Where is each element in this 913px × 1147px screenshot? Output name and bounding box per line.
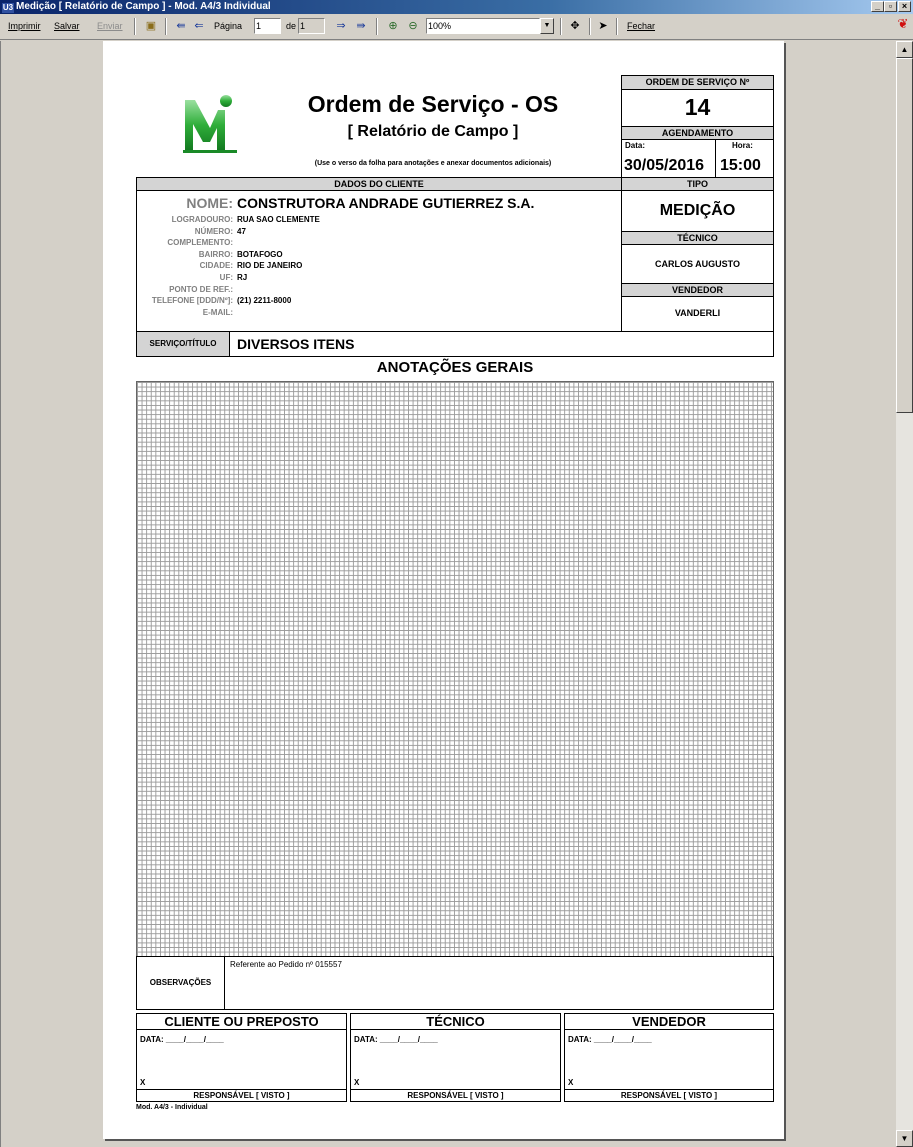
zoom-out-icon[interactable]: ⊖	[408, 20, 418, 32]
document-note: (Use o verso da folha para anotações e anexar documentos adicionais)	[314, 160, 552, 167]
technician-name: CARLOS AUGUSTO	[654, 259, 740, 269]
signature-x-mark: X	[140, 1078, 146, 1087]
toolbar	[0, 14, 913, 40]
time-label: Hora:	[732, 141, 753, 150]
chevron-down-icon[interactable]: ▼	[540, 18, 554, 34]
client-field-label-cell	[137, 250, 233, 261]
os-number-header: ORDEM DE SERVIÇO Nº	[622, 76, 773, 90]
page-total-field: 1	[298, 18, 325, 34]
send-button[interactable]: Enviar	[97, 21, 123, 31]
save-button[interactable]: Salvar	[54, 21, 80, 31]
os-number-box	[621, 75, 774, 127]
close-button[interactable]: Fechar	[627, 21, 656, 31]
client-field-label-cell	[137, 273, 233, 284]
report-page	[103, 41, 784, 1139]
technician-header: TÉCNICO	[622, 231, 773, 245]
signature-title: VENDEDOR	[565, 1014, 773, 1030]
service-type: MEDIÇÃO	[659, 202, 736, 219]
signature-footer: RESPONSÁVEL [ VISTO ]	[565, 1089, 773, 1101]
service-title-label: SERVIÇO/TÍTULO	[137, 332, 230, 356]
scroll-up-icon[interactable]: ▲	[896, 41, 913, 58]
signature-date-line: DATA: ____/____/____	[354, 1035, 438, 1044]
client-field-label-cell	[137, 238, 233, 249]
document-title: Ordem de Serviço - OS	[307, 91, 559, 117]
zoom-select[interactable]: 100%	[426, 18, 540, 34]
toolbar-separator	[616, 18, 618, 35]
window-title: Medição [ Relatório de Campo ] - Mod. A4/3 Individual	[16, 1, 271, 12]
signature-title: TÉCNICO	[351, 1014, 560, 1030]
document-subtitle: [ Relatório de Campo ]	[347, 123, 519, 140]
client-field-value: BOTAFOGO	[237, 249, 283, 259]
general-notes-title: ANOTAÇÕES GERAIS	[376, 359, 534, 376]
last-page-icon[interactable]: ⇛	[356, 20, 366, 32]
zoom-in-icon[interactable]: ⊕	[388, 20, 398, 32]
signature-title: CLIENTE OU PREPOSTO	[137, 1014, 346, 1030]
toolbar-separator	[134, 18, 136, 35]
minimize-button[interactable]: _	[871, 1, 884, 12]
schedule-header: AGENDAMENTO	[622, 127, 773, 140]
window-title-bar	[0, 0, 913, 14]
signature-x-mark: X	[354, 1078, 360, 1087]
of-label: de	[286, 21, 297, 31]
client-name-label-cell	[137, 195, 233, 211]
client-name: CONSTRUTORA ANDRADE GUTIERREZ S.A.	[237, 195, 535, 211]
client-field-label: BAIRRO:	[198, 249, 233, 259]
scrollbar-thumb[interactable]	[896, 58, 913, 413]
first-page-icon[interactable]: ⇚	[176, 20, 186, 32]
seller-name: VANDERLI	[674, 308, 721, 318]
schedule-time: 15:00	[720, 157, 761, 174]
assignment-box	[621, 177, 774, 332]
pointer-tool-icon[interactable]: ➤	[598, 20, 608, 32]
signature-client-box	[136, 1013, 347, 1102]
client-field-value: RJ	[237, 273, 248, 282]
client-field-label-cell	[137, 227, 233, 238]
signature-footer: RESPONSÁVEL [ VISTO ]	[351, 1089, 560, 1101]
client-field-label-cell	[137, 285, 233, 296]
company-logo-icon	[183, 94, 237, 154]
app-icon: U3	[2, 3, 14, 12]
client-data-header: DADOS DO CLIENTE	[137, 178, 621, 191]
notes-grid[interactable]	[136, 381, 774, 957]
client-field-label: COMPLEMENTO:	[167, 238, 233, 248]
client-data-box	[136, 177, 622, 332]
client-field-value: (21) 2211-8000	[237, 296, 292, 306]
client-field-value: RUA SAO CLEMENTE	[237, 215, 320, 224]
client-field-label: NÚMERO:	[194, 226, 233, 236]
client-field-label: UF:	[219, 273, 233, 282]
seller-header: VENDEDOR	[622, 283, 773, 297]
client-field-label-cell	[137, 215, 233, 226]
schedule-date: 30/05/2016	[624, 157, 705, 174]
client-field-label-cell	[137, 308, 233, 319]
signature-date-line: DATA: ____/____/____	[140, 1035, 224, 1044]
service-title-value: DIVERSOS ITENS	[237, 336, 355, 352]
schedule-time-cell	[716, 140, 773, 177]
schedule-box	[621, 126, 774, 178]
toolbar-separator	[376, 18, 378, 35]
observations-text: Referente ao Pedido nº 015557	[230, 960, 342, 969]
schedule-date-cell	[622, 140, 716, 177]
toolbar-separator	[589, 18, 591, 35]
observations-box	[136, 956, 774, 1010]
client-field-label: PONTO DE REF.:	[169, 284, 233, 294]
client-field-label-cell	[137, 296, 233, 307]
date-label: Data:	[625, 141, 646, 150]
print-button[interactable]: Imprimir	[8, 21, 41, 31]
client-field-label: CIDADE:	[199, 261, 233, 271]
pan-tool-icon[interactable]: ✥	[570, 20, 580, 32]
brand-logo-icon: ❦	[897, 16, 909, 31]
previous-page-icon[interactable]: ⇐	[194, 20, 204, 32]
toolbar-separator	[165, 18, 167, 35]
service-title-box	[136, 331, 774, 357]
type-header: TIPO	[622, 178, 773, 191]
maximize-button[interactable]: ▫	[884, 1, 897, 12]
vertical-scrollbar[interactable]	[896, 41, 913, 1147]
signature-technician-box	[350, 1013, 561, 1102]
scroll-down-icon[interactable]: ▼	[896, 1130, 913, 1147]
signature-date-line: DATA: ____/____/____	[568, 1035, 652, 1044]
observations-label: OBSERVAÇÕES	[137, 957, 225, 1009]
export-icon[interactable]: ▣	[145, 20, 157, 32]
page-number-input[interactable]: 1	[254, 18, 281, 34]
footer-model: Mod. A4/3 - Individual	[136, 1104, 208, 1111]
next-page-icon[interactable]: ⇒	[336, 20, 346, 32]
client-field-label-cell	[137, 261, 233, 272]
signature-seller-box	[564, 1013, 774, 1102]
os-number: 14	[684, 94, 711, 120]
page-label: Página	[214, 21, 243, 31]
client-field-label: E-MAIL:	[202, 307, 233, 317]
client-field-value: 47	[237, 226, 246, 236]
client-field-label: LOGRADOURO:	[171, 215, 233, 224]
signature-footer: RESPONSÁVEL [ VISTO ]	[137, 1089, 346, 1101]
client-name-label: NOME:	[186, 195, 233, 211]
client-field-value: RIO DE JANEIRO	[237, 261, 303, 271]
close-window-button[interactable]: ×	[898, 1, 911, 12]
toolbar-separator	[560, 18, 562, 35]
signature-x-mark: X	[568, 1078, 574, 1087]
client-field-label: TELEFONE [DDD/Nº]:	[151, 296, 233, 306]
